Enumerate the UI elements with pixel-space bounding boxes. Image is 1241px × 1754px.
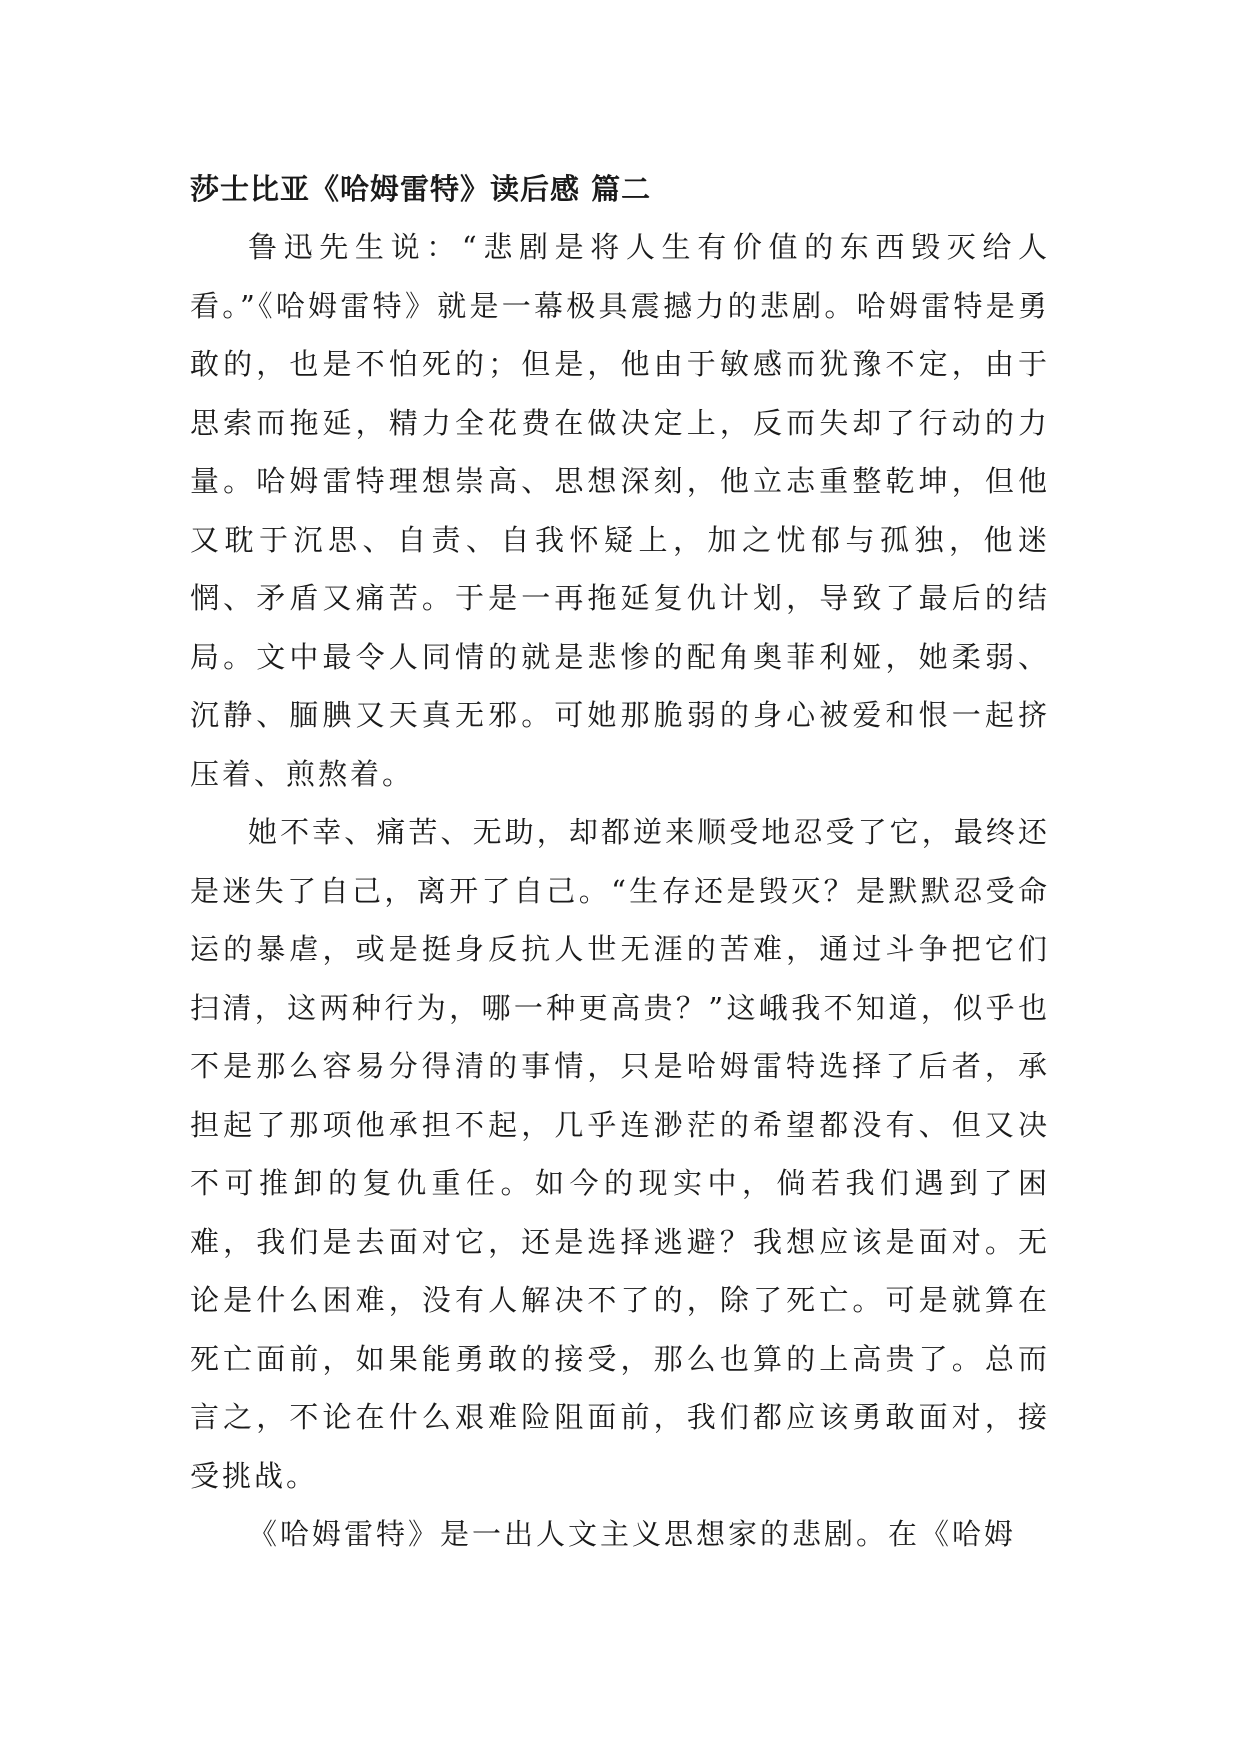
paragraph-3: 《哈姆雷特》是一出人文主义思想家的悲剧。在《哈姆 bbox=[248, 1517, 1017, 1551]
paragraph-1: 鲁迅先生说：“悲剧是将人生有价值的东西毁灭给人看。”《哈姆雷特》就是一幕极具震撼力的悲剧。哈姆雷特是勇敢的，也是不怕死的；但是，他由于敏感而犹豫不定，由于思索而拖延，精力全花费在做决定上，反而失却了行动的力量。哈姆雷特理想崇高、思想深刻，他立志重整乾坤，但他又耽于沉思、自责、自我怀疑上，加之忧郁与孤独，他迷惘、矛盾又痛苦。于是一再拖延复仇计划，导致了最后的结局。文中最令人同情的就是悲惨的配角奥菲利娅，她柔弱、沉静、腼腆又天真无邪。可她那脆弱的身心被爱和恨一起挤压着、煎熬着。 bbox=[190, 230, 1050, 791]
document-title: 莎士比亚《哈姆雷特》读后感 篇二 bbox=[190, 172, 652, 206]
paragraph-2: 她不幸、痛苦、无助，却都逆来顺受地忍受了它，最终还是迷失了自己，离开了自己。“生存还是毁灭？是默默忍受命运的暴虐，或是挺身反抗人世无涯的苦难，通过斗争把它们扫清，这两种行为，哪一种更高贵？”这峨我不知道，似乎也不是那么容易分得清的事情，只是哈姆雷特选择了后者，承担起了那项他承担不起，几乎连渺茫的希望都没有、但又决不可推卸的复仇重任。如今的现实中，倘若我们遇到了困难，我们是去面对它，还是选择逃避？我想应该是面对。无论是什么困难，没有人解决不了的，除了死亡。可是就算在死亡面前，如果能勇敢的接受，那么也算的上高贵了。总而言之，不论在什么艰难险阻面前，我们都应该勇敢面对，接受挑战。 bbox=[190, 815, 1050, 1493]
document-body bbox=[190, 160, 1050, 1564]
